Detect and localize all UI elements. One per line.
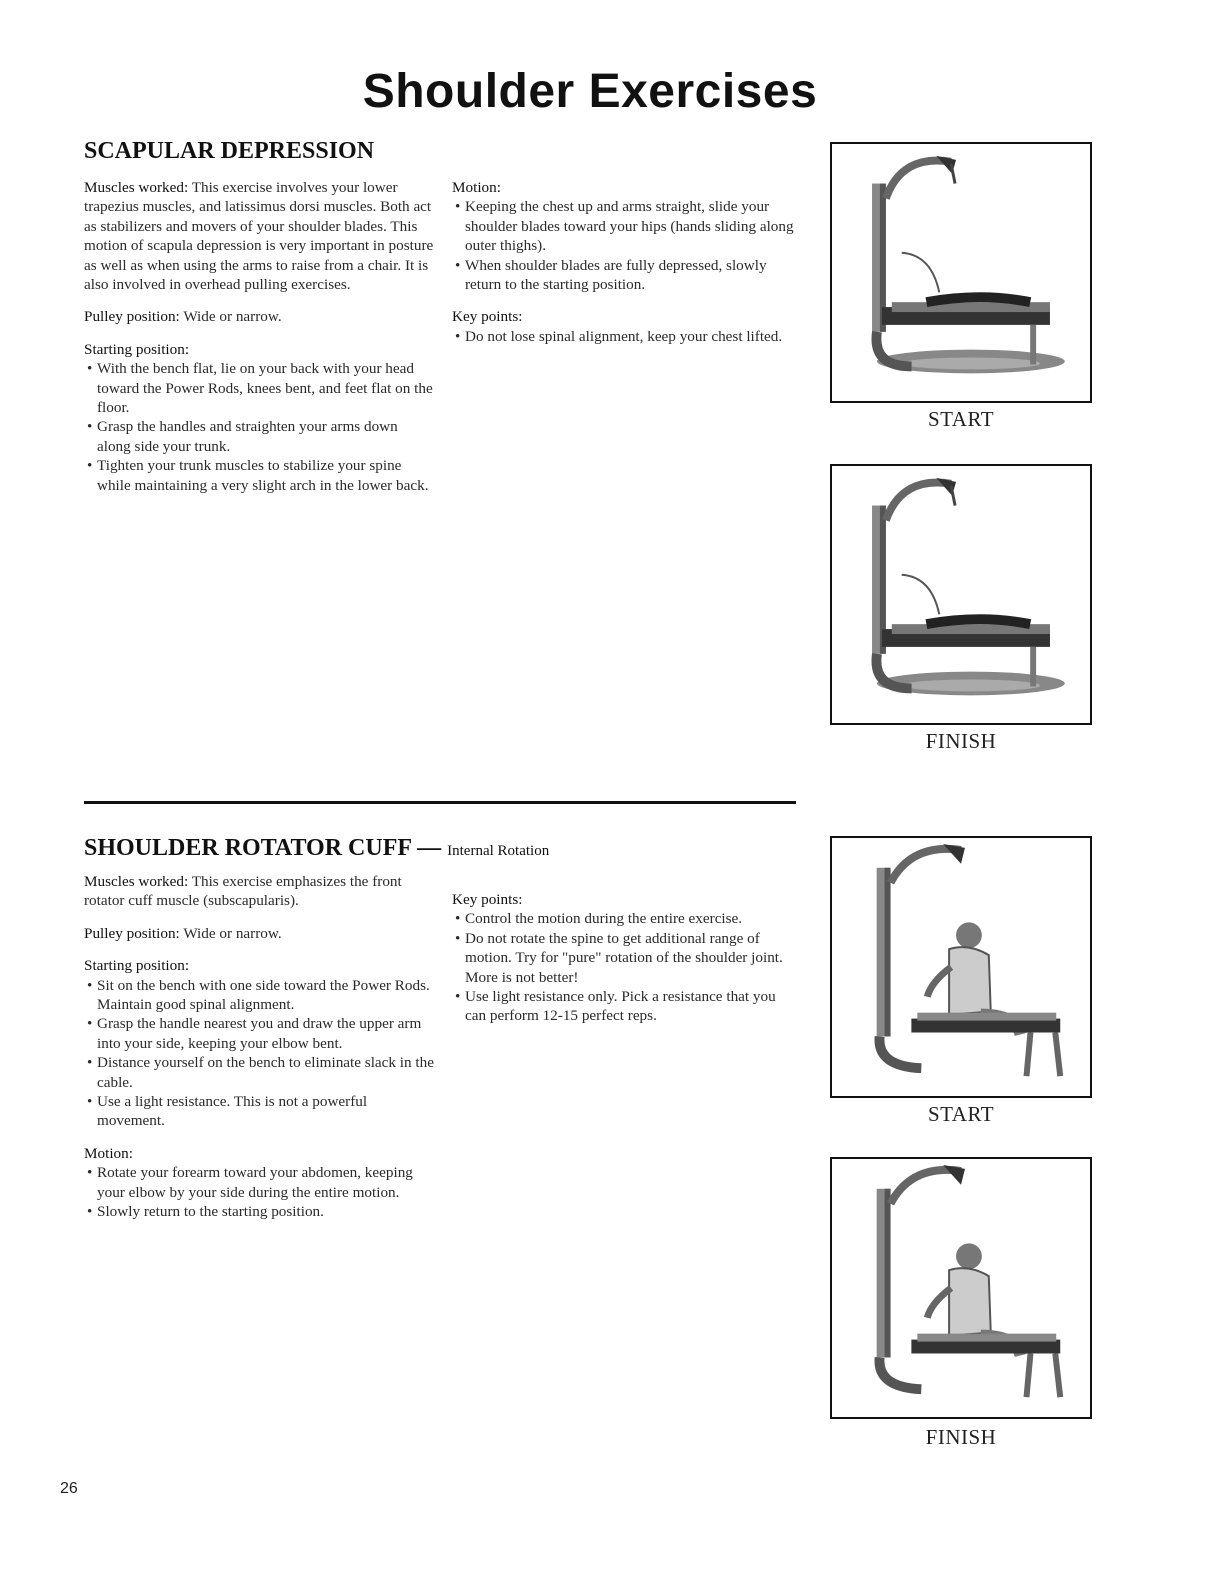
pulley-position-paragraph (84, 307, 434, 326)
list-item: • Do not rotate the spine to get additional range of motion. Try for "pure" rotation of the shoulder joint. More is not better! (452, 929, 797, 987)
list-item: • With the bench flat, lie on your back with your head toward the Power Rods, knees bent, and feet flat on the floor. (84, 359, 434, 417)
lying-on-bench-illustration (832, 466, 1090, 723)
list-item: • Control the motion during the entire exercise. (452, 909, 797, 928)
section-2-right-column (452, 890, 797, 1039)
finish-caption: FINISH (925, 1425, 997, 1449)
list-item: • Grasp the handles and straighten your arms down along side your trunk. (84, 417, 434, 456)
section-title (84, 138, 374, 165)
lying-on-bench-illustration (832, 144, 1090, 401)
section-1-left-column (84, 178, 434, 508)
muscles-worked-label: Muscles worked: (84, 873, 189, 890)
starting-position-list (84, 359, 434, 495)
section-divider (84, 801, 796, 804)
starting-position-label: Starting position: (84, 957, 190, 975)
section-title-text: SCAPULAR DEPRESSION (84, 138, 375, 164)
list-item: • Use a light resistance. This is not a powerful movement. (84, 1092, 434, 1131)
section-title-text: SHOULDER ROTATOR CUFF — (84, 835, 442, 861)
start-caption: START (927, 1102, 995, 1126)
list-item: • Rotate your forearm toward your abdomen, keeping your elbow by your side during the entire motion. (84, 1163, 434, 1202)
list-item: • Distance yourself on the bench to eliminate slack in the cable. (84, 1053, 434, 1092)
list-item: • Tighten your trunk muscles to stabilize your spine while maintaining a very slight arch in the lower back. (84, 456, 434, 495)
key-points-label: Key points: (452, 891, 523, 908)
pulley-position-paragraph (84, 924, 434, 943)
pulley-position-text: Wide or narrow. (183, 924, 282, 942)
motion-list (452, 197, 797, 294)
section-1-right-column (452, 178, 797, 359)
finish-illustration-frame (830, 1157, 1092, 1419)
key-points-list (452, 909, 797, 1025)
muscles-worked-text: This exercise involves your lower trapezius muscles, and latissimus dorsi muscles. Both act as stabilizers and movers of your shoulder blades. This motion of scapula depression is very important in posture as well as when using the arms to raise from a chair. It is also involved in overhead pulling exercises. (84, 179, 434, 294)
list-item: • Keeping the chest up and arms straight, slide your shoulder blades toward your hips (hands sliding along outer thighs). (452, 197, 797, 255)
pulley-position-label: Pulley position: (84, 308, 180, 326)
list-item: • Grasp the handle nearest you and draw the upper arm into your side, keeping your elbow bent. (84, 1014, 434, 1053)
list-item: • Sit on the bench with one side toward the Power Rods. Maintain good spinal alignment. (84, 976, 434, 1015)
page-number: 26 (60, 1480, 78, 1497)
section-title (84, 835, 549, 862)
key-points-list (452, 327, 797, 346)
list-item: • Slowly return to the starting position. (84, 1202, 434, 1221)
section-subtitle: Internal Rotation (447, 843, 550, 859)
finish-illustration-frame (830, 464, 1092, 725)
list-item: • Use light resistance only. Pick a resistance that you can perform 12-15 perfect reps. (452, 987, 797, 1026)
start-illustration-frame (830, 836, 1092, 1098)
motion-label: Motion: (84, 1144, 133, 1162)
pulley-position-label: Pulley position: (84, 924, 180, 942)
muscles-worked-paragraph (84, 178, 434, 294)
start-caption: START (927, 407, 995, 431)
muscles-worked-text: This exercise emphasizes the front rotator cuff muscle (subscapularis). (84, 873, 402, 910)
motion-list (84, 1163, 434, 1221)
muscles-worked-label: Muscles worked: (84, 179, 189, 196)
starting-position-label: Starting position: (84, 340, 190, 358)
key-points-label: Key points: (452, 308, 523, 326)
starting-position-list (84, 976, 434, 1131)
seated-man-illustration (832, 1159, 1090, 1417)
finish-caption: FINISH (925, 729, 997, 753)
muscles-worked-paragraph (84, 872, 434, 911)
start-illustration-frame (830, 142, 1092, 403)
motion-label: Motion: (452, 179, 501, 196)
seated-man-illustration (832, 838, 1090, 1096)
page-title: Shoulder Exercises (362, 65, 818, 118)
pulley-position-text: Wide or narrow. (183, 308, 282, 326)
section-2-left-column (84, 872, 434, 1235)
list-item: • When shoulder blades are fully depressed, slowly return to the starting position. (452, 256, 797, 295)
list-item: • Do not lose spinal alignment, keep your chest lifted. (452, 327, 797, 346)
